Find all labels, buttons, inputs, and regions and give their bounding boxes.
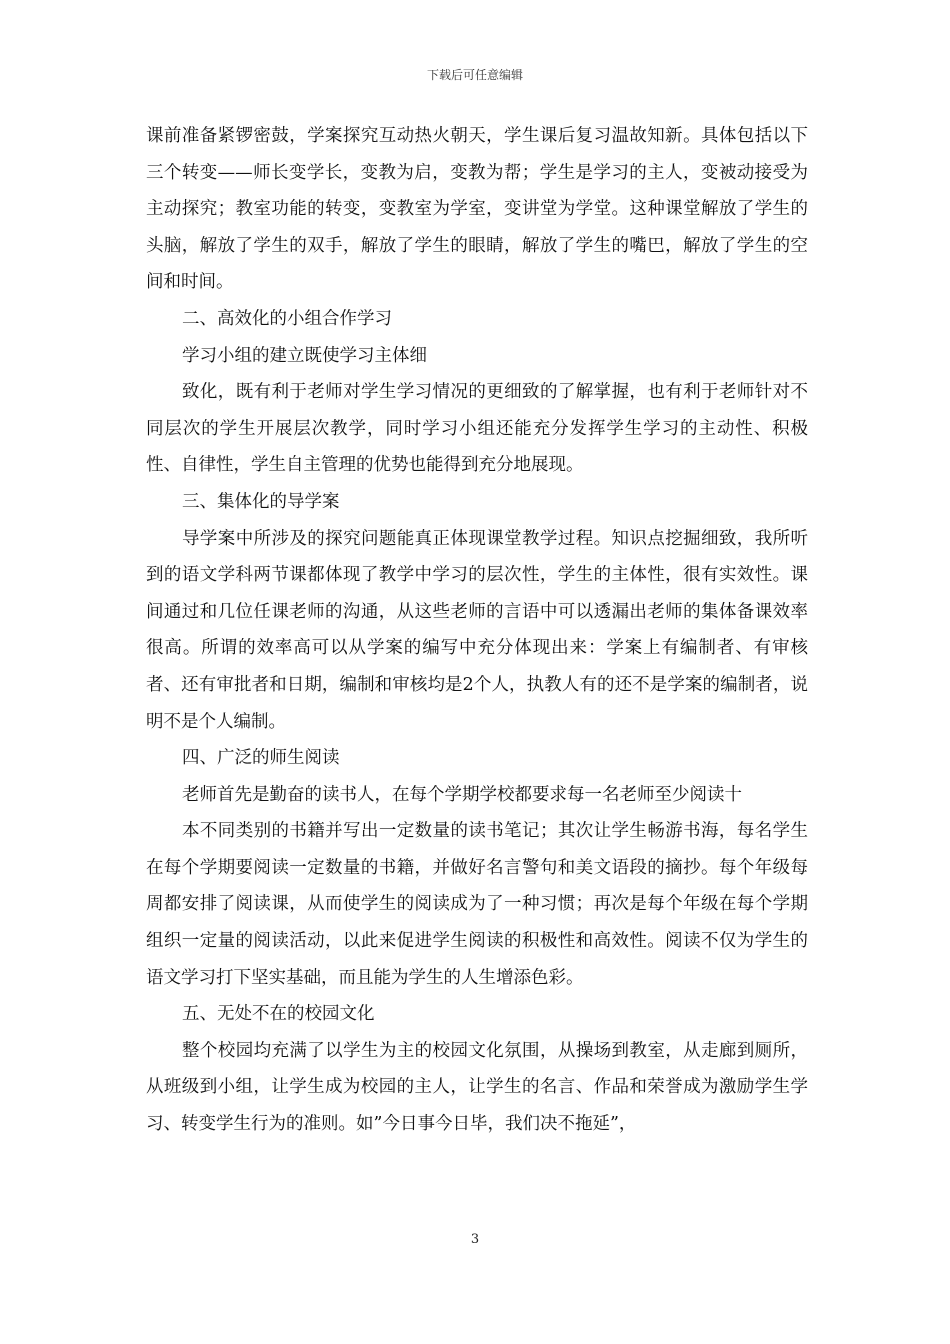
paragraph-learning-plan: 导学案中所涉及的探究问题能真正体现课堂教学过程。知识点挖掘细致，我所听到的语文学科两节课都体现了教学中学习的层次性，学生的主体性，很有实效性。课间通过和几位任课老师的沟通，从这些老师的言语中可以透漏出老师的集体备课效率很高。所谓的效率高可以从学案的编写中充分体现出来：学案上有编制者、有审核者、还有审批者和日期，编制和审核均是2个人，执教人有的还不是学案的编制者，说明不是个人编制。	[146, 528, 808, 732]
section-heading-group-learning: 二、高效化的小组合作学习	[182, 308, 392, 329]
page-number: 3	[470, 1232, 480, 1247]
paragraph-group-benefits: 致化，既有利于老师对学生学习情况的更细致的了解掌握，也有利于老师针对不同层次的学生开展层次教学，同时学习小组还能充分发挥学生学习的主动性、积极性、自律性，学生自主管理的优势也能得到充分地展现。	[146, 382, 808, 476]
section-heading-reading: 四、广泛的师生阅读	[182, 748, 340, 769]
section-heading-campus-culture: 五、无处不在的校园文化	[182, 1004, 375, 1025]
paragraph-group-intro: 学习小组的建立既使学习主体细	[182, 345, 427, 366]
section-heading-learning-plan: 三、集体化的导学案	[182, 491, 340, 512]
document-body	[146, 118, 808, 1143]
page-header: 下载后可任意编辑	[426, 68, 523, 82]
paragraph-reading-students: 本不同类别的书籍并写出一定数量的读书笔记；其次让学生畅游书海，每名学生在每个学期要阅读一定数量的书籍，并做好名言警句和美文语段的摘抄。每个年级每周都安排了阅读课，从而使学生的阅读成为了一种习惯；再次是每个年级在每个学期组织一定量的阅读活动，以此来促进学生阅读的积极性和高效性。阅读不仅为学生的语文学习打下坚实基础，而且能为学生的人生增添色彩。	[146, 821, 808, 988]
paragraph-reading-teachers: 老师首先是勤奋的读书人，在每个学期学校都要求每一名老师至少阅读十	[182, 784, 742, 805]
paragraph-campus-culture: 整个校园均充满了以学生为主的校园文化氛围，从操场到教室，从走廊到厕所，从班级到小组，让学生成为校园的主人，让学生的名言、作品和荣誉成为激励学生学习、转变学生行为的准则。如”今日事今日毕，我们决不拖延”，	[146, 1040, 808, 1135]
paragraph-classroom-transformation: 课前准备紧锣密鼓，学案探究互动热火朝天，学生课后复习温故知新。具体包括以下三个转变——师长变学长，变教为启，变教为帮；学生是学习的主人，变被动接受为主动探究；教室功能的转变，变教室为学室，变讲堂为学堂。这种课堂解放了学生的头脑，解放了学生的双手，解放了学生的眼睛，解放了学生的嘴巴，解放了学生的空间和时间。	[146, 126, 808, 293]
